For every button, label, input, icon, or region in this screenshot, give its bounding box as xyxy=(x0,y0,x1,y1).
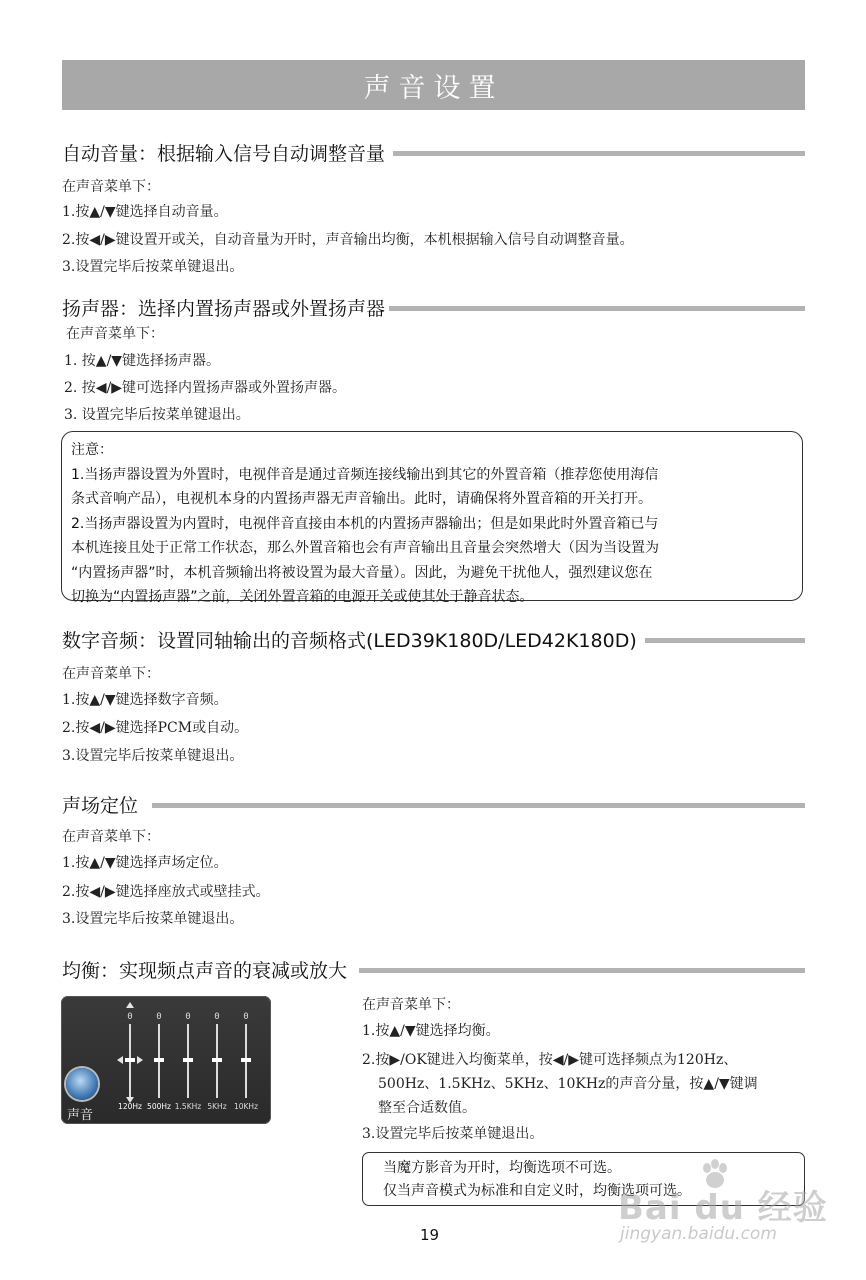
eq-slider-knob xyxy=(241,1058,251,1062)
arrow-right-icon xyxy=(137,1056,143,1064)
heading-rule xyxy=(359,968,805,973)
menu-context: 在声音菜单下： xyxy=(362,997,460,1013)
step-3: 3.设置完毕后按菜单键退出。 xyxy=(62,748,244,764)
heading-text: 声场定位 xyxy=(62,794,139,817)
section-heading-digital-audio xyxy=(62,624,805,654)
page-title: 声音设置 xyxy=(62,60,805,110)
speaker-note-box xyxy=(61,431,803,605)
step-1: 1.按▲/▼键选择均衡。 xyxy=(362,1023,500,1039)
step-2: 2. 按◀/▶键可选择内置扬声器或外置扬声器。 xyxy=(64,380,347,396)
step-2: 2.按◀/▶键设置开或关，自动音量为开时，声音输出均衡，本机根据输入信号自动调整音量。 xyxy=(62,232,634,248)
eq-band-frequency: 10KHz xyxy=(233,1102,259,1111)
section-heading-speaker xyxy=(62,292,805,322)
eq-band-frequency: 5KHz xyxy=(207,1102,227,1111)
eq-band-value: 0 xyxy=(127,1012,133,1022)
eq-band-value: 0 xyxy=(243,1012,249,1022)
note-line: 1.当扬声器设置为外置时，电视伴音是通过音频连接线输出到其它的外置音箱（推荐您使用海信 xyxy=(71,466,659,483)
page-number: 19 xyxy=(420,1226,440,1244)
eq-band-value: 0 xyxy=(185,1012,191,1022)
step-2-cont: 整至合适数值。 xyxy=(378,1100,476,1116)
menu-context: 在声音菜单下： xyxy=(62,179,160,195)
menu-context: 在声音菜单下： xyxy=(66,326,164,342)
eq-slider-knob xyxy=(125,1058,135,1062)
eq-slider-knob xyxy=(183,1058,193,1062)
step-2-cont: 500Hz、1.5KHz、5KHz、10KHz的声音分量，按▲/▼键调 xyxy=(378,1076,758,1092)
heading-text: 数字音频：设置同轴输出的音频格式(LED39K180D/LED42K180D) xyxy=(62,629,637,652)
section-heading-auto-volume xyxy=(62,137,805,167)
note-line: 本机连接且处于正常工作状态，那么外置音箱也会有声音输出且音量会突然增大（因为当设置为 xyxy=(71,540,659,556)
note-line: 2.当扬声器设置为内置时，电视伴音直接由本机的内置扬声器输出；但是如果此时外置音箱已与 xyxy=(71,515,659,532)
sound-menu-label: 声音 xyxy=(67,1108,94,1123)
note-line: 当魔方影音为开时，均衡选项不可选。 xyxy=(383,1160,621,1176)
note-line: “内置扬声器”时，本机音频输出将被设置为最大音量）。因此，为避免干扰他人，强烈建议您在 xyxy=(71,564,653,581)
baidu-watermark xyxy=(618,1158,838,1258)
step-1: 1. 按▲/▼键选择扬声器。 xyxy=(64,353,221,369)
arrow-up-icon xyxy=(126,1002,134,1008)
heading-text: 均衡：实现频点声音的衰减或放大 xyxy=(62,959,348,982)
step-1: 1.按▲/▼键选择声场定位。 xyxy=(62,855,228,871)
eq-band-10khz xyxy=(232,1004,260,1122)
step-3: 3. 设置完毕后按菜单键退出。 xyxy=(64,407,250,423)
equalizer-screen-preview xyxy=(61,996,271,1124)
eq-band-frequency: 120Hz xyxy=(118,1102,142,1111)
heading-text: 自动音量：根据输入信号自动调整音量 xyxy=(62,142,386,165)
step-2: 2.按▶/OK键进入均衡菜单，按◀/▶键可选择频点为120Hz、 xyxy=(362,1052,738,1068)
note-line: 注意： xyxy=(71,442,113,458)
eq-band-value: 0 xyxy=(156,1012,162,1022)
watermark-brand: Bai du 经验 xyxy=(618,1188,828,1228)
heading-rule xyxy=(645,638,805,643)
eq-slider-knob xyxy=(154,1058,164,1062)
arrow-left-icon xyxy=(117,1056,123,1064)
step-1: 1.按▲/▼键选择自动音量。 xyxy=(62,204,228,220)
heading-text: 扬声器：选择内置扬声器或外置扬声器 xyxy=(62,297,386,320)
heading-rule xyxy=(393,151,805,156)
section-heading-equalizer xyxy=(62,954,805,984)
step-3: 3.设置完毕后按菜单键退出。 xyxy=(62,259,244,275)
heading-rule xyxy=(152,803,805,808)
menu-context: 在声音菜单下： xyxy=(62,829,160,845)
note-line: 条式音响产品），电视机本身的内置扬声器无声音输出。此时，请确保将外置音箱的开关打开。 xyxy=(71,491,652,507)
note-line: 切换为“内置扬声器”之前，关闭外置音箱的电源开关或使其处于静音状态。 xyxy=(71,589,534,605)
eq-band-frequency: 500Hz xyxy=(147,1102,171,1111)
step-3: 3.设置完毕后按菜单键退出。 xyxy=(62,911,244,927)
section-heading-sound-position xyxy=(62,789,805,819)
speaker-icon xyxy=(66,1068,98,1100)
step-1: 1.按▲/▼键选择数字音频。 xyxy=(62,692,228,708)
step-3: 3.设置完毕后按菜单键退出。 xyxy=(362,1126,544,1142)
step-2: 2.按◀/▶键选择座放式或壁挂式。 xyxy=(62,884,270,900)
note-line: 仅当声音模式为标准和自定义时，均衡选项可选。 xyxy=(383,1183,691,1199)
step-2: 2.按◀/▶键选择PCM或自动。 xyxy=(62,720,249,736)
menu-context: 在声音菜单下： xyxy=(62,666,160,682)
watermark-url: jingyan.baidu.com xyxy=(620,1224,777,1244)
eq-band-frequency: 1.5KHz xyxy=(174,1102,202,1111)
heading-rule xyxy=(389,306,805,311)
eq-slider-knob xyxy=(212,1058,222,1062)
eq-band-value: 0 xyxy=(214,1012,220,1022)
